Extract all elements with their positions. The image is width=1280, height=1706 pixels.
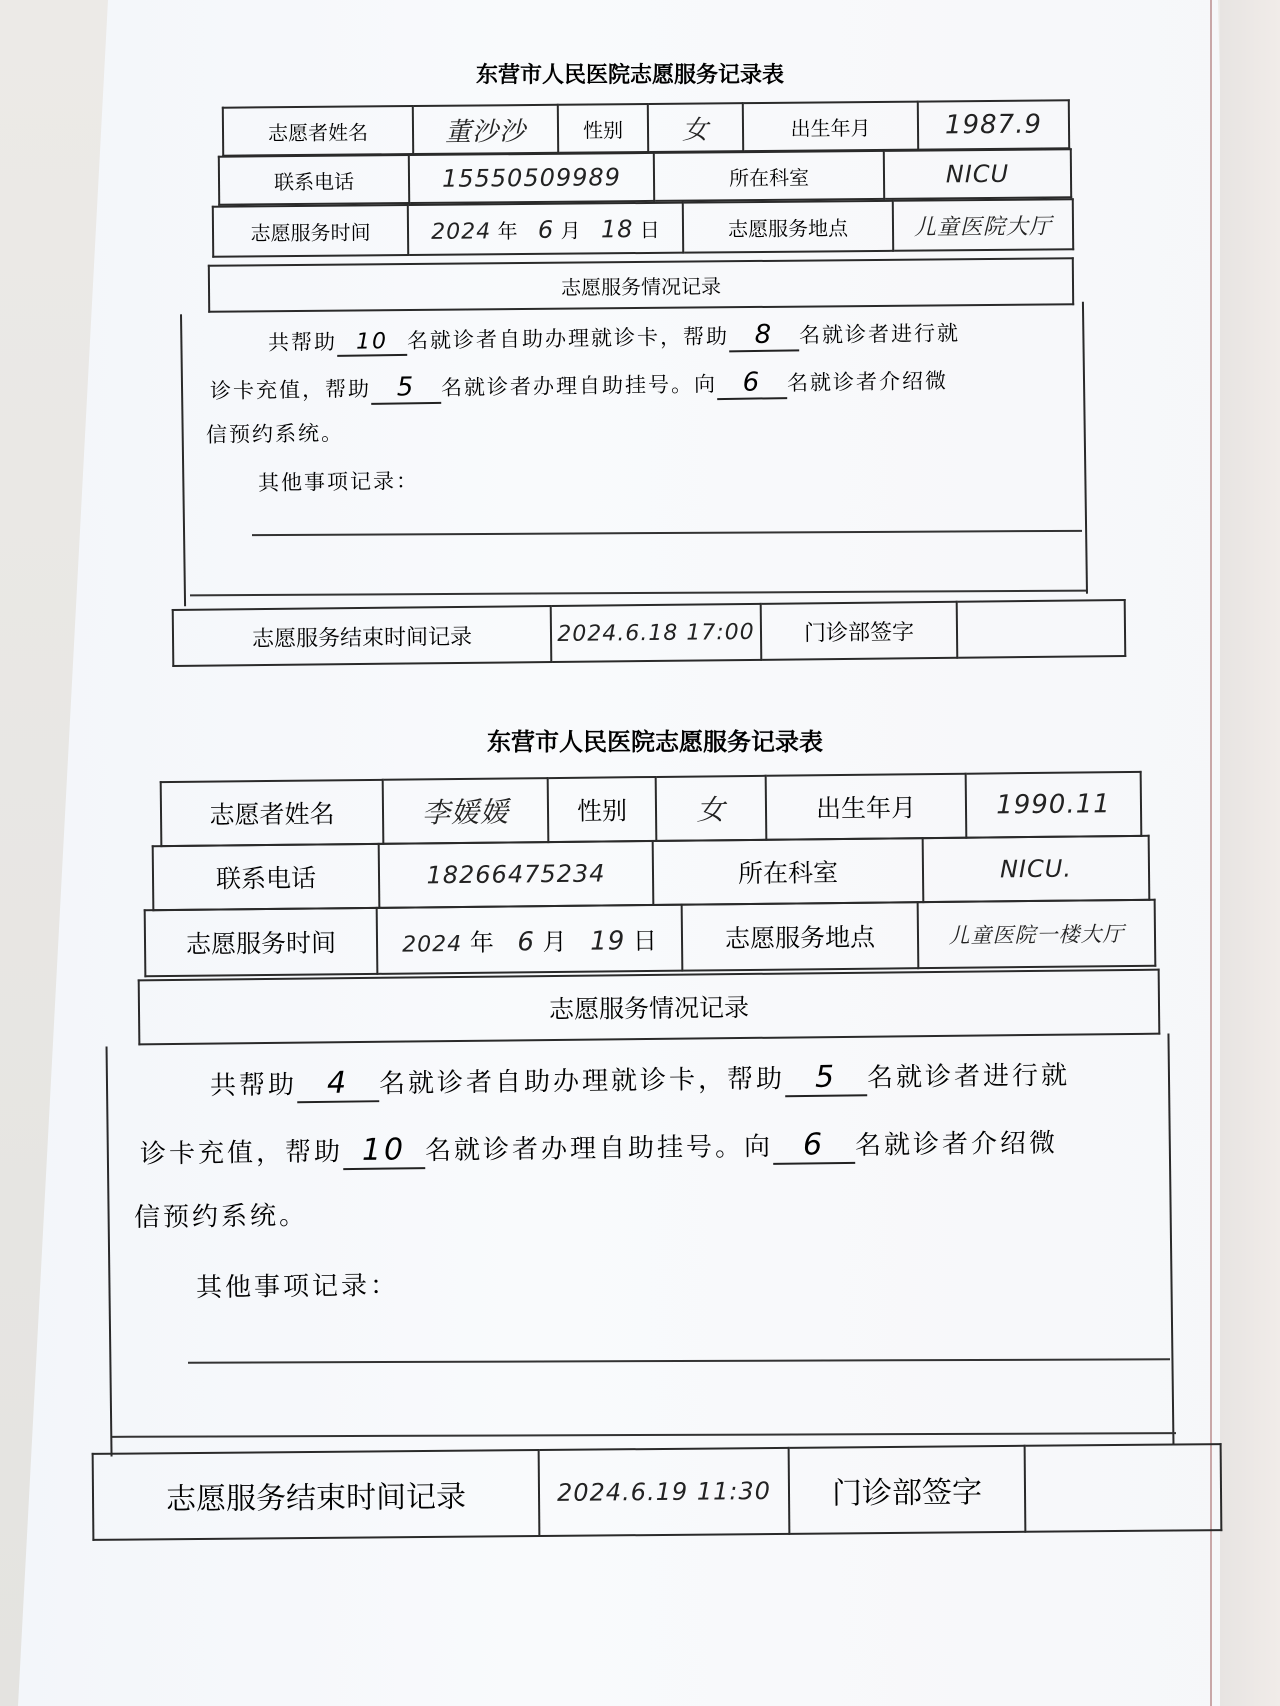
text: 名就诊者进行就 <box>866 1060 1071 1094</box>
value-gender: 女 <box>648 103 743 152</box>
value-day: 19 <box>590 925 626 957</box>
form-title: 东营市人民医院志愿服务记录表 <box>475 62 784 88</box>
count-wechat: 6 <box>717 367 787 400</box>
other-items-label: 其他事项记录： <box>257 468 420 496</box>
text: 名就诊者办理自助挂号。向 <box>424 1131 774 1167</box>
section-header <box>138 969 1161 1046</box>
text: 共帮助 <box>209 1070 298 1102</box>
text: 名就诊者进行就 <box>798 321 961 348</box>
count-wechat: 6 <box>773 1127 855 1165</box>
label-service-time: 志愿服务时间 <box>145 908 378 976</box>
value-year: 2024 <box>402 931 463 958</box>
count-register: 10 <box>343 1132 425 1170</box>
label-service-place: 志愿服务地点 <box>683 201 893 253</box>
label-dept: 所在科室 <box>654 151 884 201</box>
text: 诊卡充值，帮助 <box>209 376 372 404</box>
value-service-date <box>408 203 683 255</box>
text: 名就诊者自助办理就诊卡，帮助 <box>406 324 730 353</box>
other-items-label: 其他事项记录： <box>195 1270 400 1304</box>
value-birth: 1990.11 <box>966 772 1142 838</box>
value-day: 18 <box>600 214 634 243</box>
value-dept: NICU. <box>923 836 1150 902</box>
count-recharge: 5 <box>785 1059 867 1097</box>
label-end-time: 志愿服务结束时间记录 <box>93 1450 540 1540</box>
section-title: 志愿服务情况记录 <box>139 970 1160 1045</box>
footer-table <box>92 1443 1223 1541</box>
info-table-row3 <box>212 198 1074 258</box>
value-birth: 1987.9 <box>918 100 1069 149</box>
text: 名就诊者介绍微 <box>854 1128 1059 1161</box>
label-service-place: 志愿服务地点 <box>682 902 919 970</box>
value-end-time: 2024.6.18 17:00 <box>551 604 762 662</box>
value-gender: 女 <box>656 776 767 841</box>
text: 名就诊者介绍微 <box>786 368 949 396</box>
label-dept: 所在科室 <box>653 838 924 905</box>
record-line-3: 信预约系统。 <box>205 421 345 447</box>
text: 诊卡充值，帮助 <box>139 1137 344 1170</box>
value-name: 董沙沙 <box>413 105 558 154</box>
text: 名就诊者办理自助挂号。向 <box>440 372 718 400</box>
label-name: 志愿者姓名 <box>161 780 384 846</box>
count-card-self: 4 <box>297 1065 379 1103</box>
form-title: 东营市人民医院志愿服务记录表 <box>487 727 823 756</box>
value-name: 李媛媛 <box>383 778 549 844</box>
month-unit: 月 <box>560 218 581 243</box>
month-unit: 月 <box>542 927 567 956</box>
year-unit: 年 <box>497 218 518 243</box>
text: 名就诊者自助办理就诊卡，帮助 <box>378 1064 786 1100</box>
record-line-3: 信预约系统。 <box>133 1200 309 1234</box>
label-gender: 性别 <box>548 777 657 842</box>
label-birth: 出生年月 <box>766 774 967 840</box>
sign-cell <box>957 600 1126 658</box>
value-month: 6 <box>517 926 536 957</box>
value-end-time: 2024.6.19 11:30 <box>539 1448 790 1536</box>
value-dept: NICU <box>884 149 1071 199</box>
value-year: 2024 <box>431 218 492 245</box>
label-service-time: 志愿服务时间 <box>213 205 408 257</box>
info-table-row3 <box>144 899 1157 978</box>
label-end-time: 志愿服务结束时间记录 <box>173 606 552 666</box>
value-service-date <box>377 905 683 974</box>
text: 共帮助 <box>267 329 338 355</box>
value-place: 儿童医院大厅 <box>893 199 1073 251</box>
year-unit: 年 <box>469 928 494 957</box>
label-name: 志愿者姓名 <box>223 106 413 156</box>
notebook-edge <box>1220 0 1280 1706</box>
value-place: 儿童医院一楼大厅 <box>918 900 1156 968</box>
count-card-self: 10 <box>337 329 407 357</box>
label-sign: 门诊部签字 <box>789 1446 1026 1534</box>
label-gender: 性别 <box>558 104 648 153</box>
day-unit: 日 <box>639 217 660 242</box>
count-register: 5 <box>371 372 441 405</box>
label-birth: 出生年月 <box>743 102 918 152</box>
value-phone: 18266475234 <box>379 841 654 908</box>
value-phone: 15550509989 <box>409 153 654 203</box>
info-table-row2 <box>218 148 1072 205</box>
value-month: 6 <box>537 215 555 244</box>
footer-table <box>172 599 1127 667</box>
count-recharge: 8 <box>729 319 799 352</box>
sign-cell <box>1025 1444 1222 1532</box>
label-phone: 联系电话 <box>153 844 380 910</box>
label-sign: 门诊部签字 <box>761 602 958 660</box>
label-phone: 联系电话 <box>219 155 409 205</box>
day-unit: 日 <box>632 926 658 955</box>
info-table <box>222 99 1070 156</box>
section-title: 志愿服务情况记录 <box>209 258 1073 312</box>
